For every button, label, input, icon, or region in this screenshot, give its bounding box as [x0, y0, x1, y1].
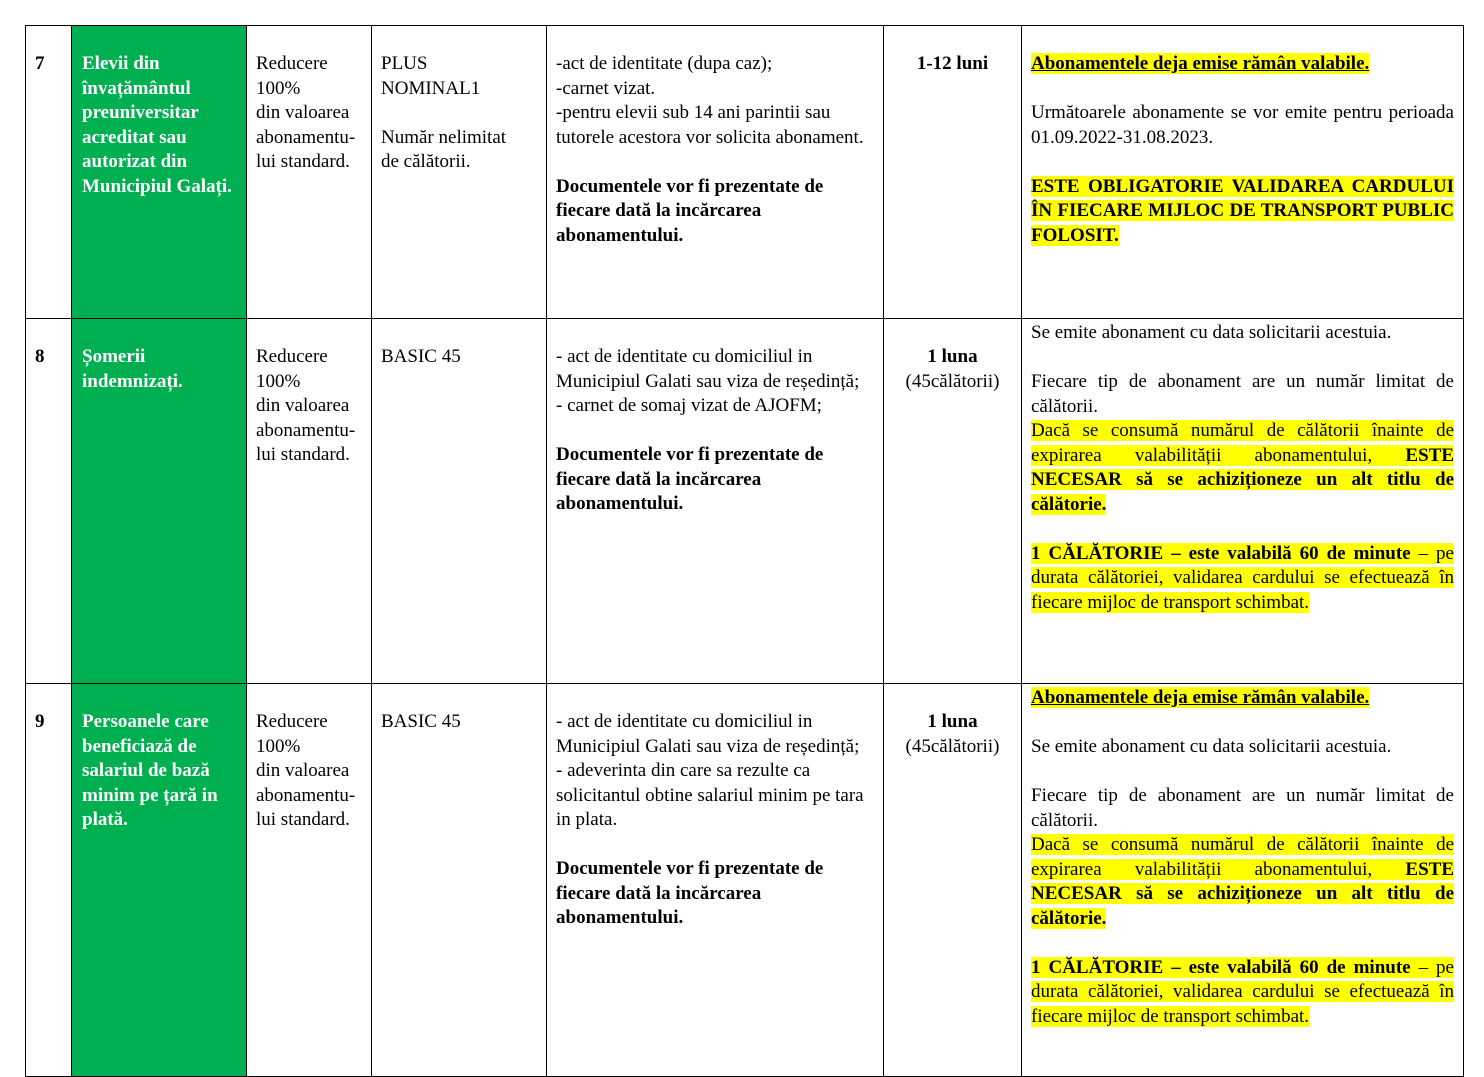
trip-count: (45călătorii): [905, 370, 1000, 392]
observations-cell: [1022, 684, 1464, 1077]
reduction-label: Reducere: [256, 53, 328, 74]
observations-cell: [1022, 319, 1464, 684]
documents-cell: [547, 684, 884, 1077]
new-ticket-required-notice: ESTE NECESAR să se achiziționeze un alt titlu de călătorie.: [1031, 858, 1454, 929]
subscription-type-name: NOMINAL1: [381, 77, 481, 99]
validity-cell: [884, 26, 1022, 319]
document-item: - carnet de somaj vizat de AJOFM;: [556, 395, 822, 416]
single-trip-details: – pe durata călătoriei, validarea cardului se efectuează în fiecare mijloc de transport schimbat.: [1031, 542, 1454, 613]
row-number: 7: [26, 26, 72, 319]
reduction-text: lui standard.: [256, 809, 350, 830]
observation-text: Următoarele abonamente se vor emite pentru perioada 01.09.2022-31.08.2023.: [1031, 102, 1454, 148]
beneficiary-category: Șomerii indemnizați.: [82, 346, 183, 392]
beneficiary-category-cell: [72, 26, 247, 319]
validity-cell: [884, 319, 1022, 684]
subscription-type-name: BASIC 45: [381, 346, 461, 367]
subscription-type-detail: de călătorii.: [381, 151, 471, 172]
reduction-cell: [247, 319, 372, 684]
observation-text: Fiecare tip de abonament are un număr limitat de călătorii.: [1031, 371, 1454, 417]
beneficiary-category-cell: [72, 319, 247, 684]
reduction-percent: 100%: [256, 735, 301, 757]
subscription-type-cell: [372, 319, 547, 684]
reduction-text: lui standard.: [256, 151, 350, 172]
reduction-label: Reducere: [256, 346, 328, 367]
subscription-type-cell: [372, 26, 547, 319]
documents-cell: [547, 319, 884, 684]
observation-text: Se emite abonament cu data solicitarii acestuia.: [1031, 322, 1392, 343]
subscription-type-detail: Număr nelimitat: [381, 126, 507, 148]
trips-exhausted-notice: Dacă se consumă numărul de călătorii înainte de expirarea valabilității abonamentului,: [1031, 420, 1454, 466]
reduction-text: abonamentu-: [256, 419, 356, 441]
single-trip-validity: 1 CĂLĂTORIE – este valabilă 60 de minute: [1031, 542, 1411, 564]
documents-note: Documentele vor fi prezentate de fiecare dată la incărcarea abonamentului.: [556, 858, 824, 928]
reduction-text: abonamentu-: [256, 784, 356, 806]
row-number: 8: [26, 319, 72, 684]
valid-subscriptions-notice: Abonamentele deja emise rămân valabile.: [1031, 53, 1370, 74]
single-trip-details: – pe durata călătoriei, validarea cardului se efectuează în fiecare mijloc de transport schimbat.: [1031, 956, 1454, 1027]
reduction-cell: [247, 684, 372, 1077]
observations-cell: [1022, 26, 1464, 319]
valid-subscriptions-notice: Abonamentele deja emise rămân valabile.: [1031, 687, 1370, 708]
reduction-text: din valoarea: [256, 102, 350, 123]
subscription-type-name: BASIC 45: [381, 711, 461, 732]
trip-count: (45călătorii): [905, 735, 1000, 757]
validity-period: 1 luna: [927, 711, 978, 732]
reduction-text: lui standard.: [256, 444, 350, 465]
subscriptions-table: [25, 25, 1464, 1077]
reduction-text: abonamentu-: [256, 126, 356, 148]
beneficiary-category-cell: [72, 684, 247, 1077]
validity-cell: [884, 684, 1022, 1077]
reduction-text: din valoarea: [256, 760, 350, 781]
documents-cell: [547, 26, 884, 319]
validity-period: 1-12 luni: [916, 53, 989, 74]
beneficiary-category: Elevii din învațământul preuniversitar acreditat sau autorizat din Municipiul Galați.: [82, 53, 232, 197]
document-item: - adeverinta din care sa rezulte ca solicitantul obtine salariul minim pe tara in plata.: [556, 760, 864, 830]
reduction-text: din valoarea: [256, 395, 350, 416]
row-number: 9: [26, 684, 72, 1077]
beneficiary-category: Persoanele care beneficiază de salariul de bază minim pe țară in plată.: [82, 711, 218, 830]
table-row: [26, 26, 1464, 319]
document-item: -act de identitate (dupa caz);: [556, 53, 773, 74]
table-row: [26, 319, 1464, 684]
reduction-percent: 100%: [256, 370, 301, 392]
documents-note: Documentele vor fi prezentate de fiecare dată la incărcarea abonamentului.: [556, 175, 824, 246]
document-item: -carnet vizat.: [556, 77, 656, 99]
reduction-cell: [247, 26, 372, 319]
validity-period: 1 luna: [927, 346, 978, 367]
reduction-percent: 100%: [256, 77, 301, 99]
reduction-label: Reducere: [256, 711, 328, 732]
observation-text: Se emite abonament cu data solicitarii acestuia.: [1031, 736, 1392, 757]
new-ticket-required-notice: ESTE NECESAR să se achiziționeze un alt titlu de călătorie.: [1031, 444, 1454, 515]
trips-exhausted-notice: Dacă se consumă numărul de călătorii înainte de expirarea valabilității abonamentului,: [1031, 834, 1454, 880]
validation-mandatory-notice: ESTE OBLIGATORIE VALIDAREA CARDULUI ÎN FIECARE MIJLOC DE TRANSPORT PUBLIC FOLOSIT.: [1031, 175, 1454, 246]
single-trip-validity: 1 CĂLĂTORIE – este valabilă 60 de minute: [1031, 956, 1411, 978]
subscription-type-name: PLUS: [381, 53, 428, 74]
documents-note: Documentele vor fi prezentate de fiecare dată la incărcarea abonamentului.: [556, 444, 824, 514]
document-item: - act de identitate cu domiciliul in Municipiul Galati sau viza de reședință;: [556, 711, 860, 757]
table-row: [26, 684, 1464, 1077]
document-item: - act de identitate cu domiciliul in Municipiul Galati sau viza de reședință;: [556, 346, 860, 392]
observation-text: Fiecare tip de abonament are un număr limitat de călătorii.: [1031, 785, 1454, 831]
document-item: -pentru elevii sub 14 ani parintii sau tutorele acestora vor solicita abonament.: [556, 102, 864, 148]
subscription-type-cell: [372, 684, 547, 1077]
